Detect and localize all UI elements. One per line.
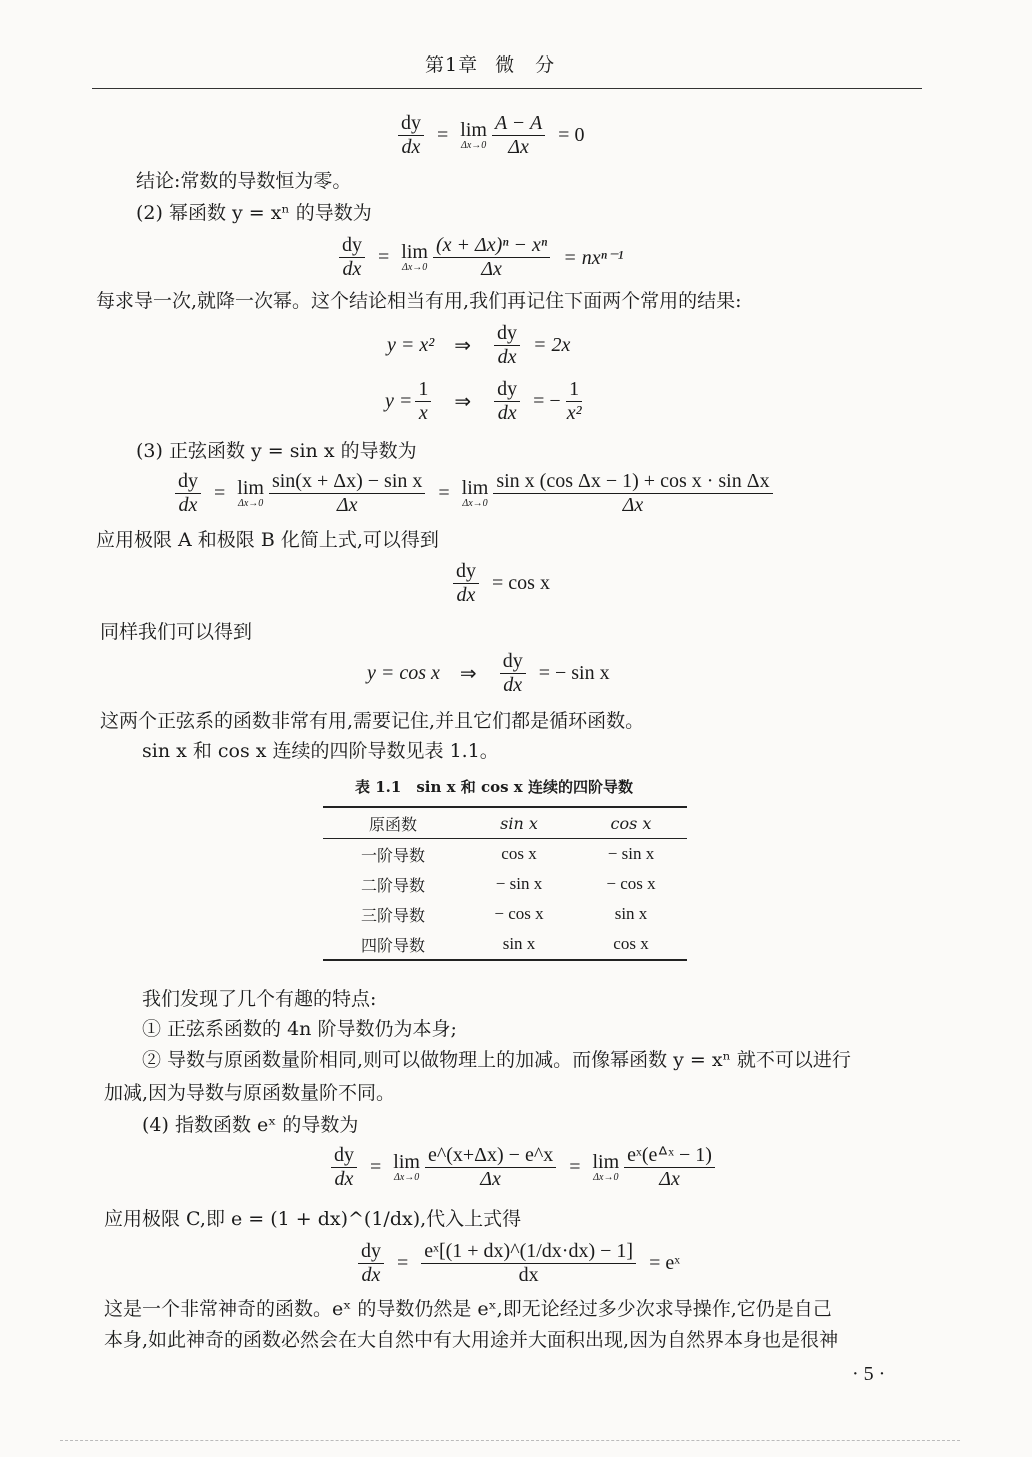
derivative-table <box>323 806 687 961</box>
table-row <box>323 839 687 870</box>
feature-2a: ② 导数与原函数量阶相同,则可以做物理上的加减。而像幂函数 y = xⁿ 就不可以进行 <box>142 1049 851 1071</box>
table-cell: − cos x <box>494 904 544 923</box>
eq-denominator: Δx <box>659 1168 680 1190</box>
eq-result: = − sin x <box>538 662 610 684</box>
eq-dy: dy <box>494 378 520 402</box>
eq-numerator: e^(x+Δx) − e^x <box>425 1144 556 1168</box>
table-cell: cos x <box>613 934 649 953</box>
eq-denominator: x² <box>566 402 582 424</box>
power-title: (2) 幂函数 y = xⁿ 的导数为 <box>136 202 372 224</box>
table-header-row <box>323 807 687 839</box>
table-row <box>323 899 687 929</box>
eq-dx: dx <box>456 584 476 606</box>
eq-constant-derivative: $\frac{dy}{dx}$ = lim Δx→0 $\frac{A - A}{\Delta x}$ = 0 <box>395 112 584 159</box>
lim-sub: Δx→0 <box>462 497 488 509</box>
table-cell: 四阶导数 <box>360 935 425 955</box>
eq-inverse <box>385 378 588 425</box>
eq-numerator: A − A <box>492 112 545 136</box>
lim-label: lim <box>237 476 264 499</box>
eq-dx: dx <box>334 1168 354 1190</box>
lim-label: lim <box>393 1150 420 1173</box>
eq-dy: dy <box>453 560 479 584</box>
lim-sub: Δx→0 <box>237 497 264 509</box>
power-note: 每求导一次,就降一次幂。这个结论相当有用,我们再记住下面两个常用的结果: <box>96 290 742 312</box>
eq-dx: dx <box>497 402 517 424</box>
eq-exp-derivative: $\frac{dy}{dx}$ = lim Δx→0 $\frac{e\^{}(x+\Delta x) - e\^{}x}{\Delta x}$ = lim Δx→0 $\frac{\text{eˣ(eᐞˣ − 1)}}{\Delta x}$ <box>328 1144 718 1191</box>
eq-exp-result: $\frac{dy}{dx}$ = $\frac{\text{eˣ[(1 + dx)\textasciicircum{}(1/dx·dx) − 1]}}{dx}$ = eˣ <box>355 1240 680 1287</box>
lim-label: lim <box>592 1150 620 1173</box>
page-number: · 5 · <box>852 1363 886 1385</box>
table-cell: 一阶导数 <box>360 845 425 865</box>
eq-numerator: sin(x + Δx) − sin x <box>269 470 425 494</box>
scan-artifact-line <box>60 1440 960 1441</box>
eq-denominator: Δx <box>622 494 644 516</box>
eq-denominator: Δx <box>336 494 358 516</box>
eq-lhs: y = x² <box>387 334 435 356</box>
table-cell: 二阶导数 <box>360 875 425 895</box>
eq-dy: dy <box>331 1144 357 1168</box>
eq-dx: dx <box>497 346 517 368</box>
chapter-number: 第1章 <box>425 54 479 76</box>
lim-sub: Δx→0 <box>401 261 428 273</box>
chapter-title: 微 分 <box>495 54 556 76</box>
eq-dx: dx <box>178 494 198 516</box>
eq-result: = 2x <box>533 334 571 356</box>
table-cell: cos x <box>501 844 537 863</box>
eq-numerator: sin x (cos Δx − 1) + cos x · sin Δx <box>493 470 772 494</box>
eq-dx: dx <box>342 258 362 280</box>
eq-denominator: dx <box>518 1264 539 1286</box>
implies-arrow: ⇒ <box>454 391 472 413</box>
implies-arrow: ⇒ <box>459 663 477 685</box>
eq-dy: dy <box>494 322 520 346</box>
eq-denominator: Δx <box>480 1168 501 1190</box>
eq-result-prefix: = − <box>533 390 561 412</box>
sin-note: 应用极限 A 和极限 B 化简上式,可以得到 <box>96 529 439 551</box>
lim-label: lim <box>461 476 489 499</box>
lim-sub: Δx→0 <box>393 1171 420 1183</box>
eq-result: = eˣ <box>649 1252 680 1274</box>
eq-dy: dy <box>358 1240 384 1264</box>
eq-dx: dx <box>361 1264 381 1286</box>
eq-dy: dy <box>398 112 424 136</box>
table-row <box>323 929 687 960</box>
const-conclusion: 结论:常数的导数恒为零。 <box>136 170 352 192</box>
table-cell: sin x <box>502 934 536 953</box>
eq-numerator: eˣ[(1 + dx)^(1/dx·dx) − 1] <box>421 1240 636 1264</box>
table-row <box>323 869 687 899</box>
eq-result: = cos x <box>492 572 550 594</box>
eq-numerator: 1 <box>566 378 582 402</box>
eq-dy: dy <box>500 650 526 674</box>
eq-dy: dy <box>339 234 365 258</box>
eq-power-derivative: $\frac{dy}{dx}$ = lim Δx→0 $\frac{\text{(x + Δx)ⁿ − xⁿ}}{\Delta x}$ = nxⁿ⁻¹ <box>336 234 623 281</box>
eq-numerator: (x + Δx)ⁿ − xⁿ <box>433 234 550 258</box>
eq-denominator: Δx <box>508 136 529 158</box>
eq-numerator: 1 <box>415 378 431 402</box>
sin-title: (3) 正弦函数 y = sin x 的导数为 <box>136 440 417 462</box>
table-cell: − sin x <box>607 844 655 863</box>
exp-title: (4) 指数函数 eˣ 的导数为 <box>142 1114 359 1136</box>
cos-note: 同样我们可以得到 <box>100 621 253 643</box>
lim-sub: Δx→0 <box>460 139 487 151</box>
chapter-header <box>425 56 555 75</box>
implies-arrow: ⇒ <box>454 335 472 357</box>
exp-note: 应用极限 C,即 e = (1 + dx)^(1/dx),代入上式得 <box>104 1208 522 1230</box>
table-reference: sin x 和 cos x 连续的四阶导数见表 1.1。 <box>142 740 499 762</box>
eq-denominator: x <box>418 402 428 424</box>
final-paragraph-2: 本身,如此神奇的函数必然会在大自然中有大用途并大面积出现,因为自然界本身也是很神 <box>104 1329 839 1351</box>
features-intro: 我们发现了几个有趣的特点: <box>142 988 377 1010</box>
table-cell: − sin x <box>495 874 543 893</box>
eq-result: = 0 <box>558 124 585 146</box>
table-cell: 三阶导数 <box>360 905 425 925</box>
table-header-cell: sin x <box>500 813 538 833</box>
header-divider <box>92 88 922 89</box>
lim-sub: Δx→0 <box>593 1171 619 1183</box>
eq-denominator: Δx <box>481 258 502 280</box>
eq-dy: dy <box>175 470 201 494</box>
feature-1: ① 正弦系函数的 4n 阶导数仍为本身; <box>142 1018 457 1040</box>
trig-note: 这两个正弦系的函数非常有用,需要记住,并且它们都是循环函数。 <box>100 710 645 732</box>
eq-sin-derivative: $\frac{dy}{dx}$ = lim Δx→0 $\frac{\text{sin(x + Δx) − sin x}}{\Delta x}$ = lim Δx→0 $\frac{\text{sin x (cos Δx − 1) + cos x · sin Δx}}{\Delta x}$ <box>172 470 776 517</box>
eq-x-squared <box>387 322 570 369</box>
eq-sin-result <box>450 560 550 607</box>
table-cell: − cos x <box>606 874 656 893</box>
table-caption: 表 1.1 sin x 和 cos x 连续的四阶导数 <box>355 778 633 796</box>
eq-numerator: eˣ(eᐞˣ − 1) <box>624 1144 715 1168</box>
table-header-cell: 原函数 <box>368 814 417 834</box>
feature-2b: 加减,因为导数与原函数量阶不同。 <box>104 1082 396 1104</box>
lim-label: lim <box>460 118 487 141</box>
eq-dx: dx <box>401 136 421 158</box>
eq-cos-result <box>367 650 610 697</box>
table-cell: sin x <box>614 904 648 923</box>
eq-lhs: y = cos x <box>367 662 440 684</box>
eq-dx: dx <box>503 674 523 696</box>
eq-lhs: y = <box>385 390 413 412</box>
lim-label: lim <box>401 240 428 263</box>
final-paragraph-1: 这是一个非常神奇的函数。eˣ 的导数仍然是 eˣ,即无论经过多少次求导操作,它仍是自己 <box>104 1298 832 1320</box>
eq-result: = nxⁿ⁻¹ <box>563 247 624 269</box>
table-header-cell: cos x <box>610 813 652 833</box>
